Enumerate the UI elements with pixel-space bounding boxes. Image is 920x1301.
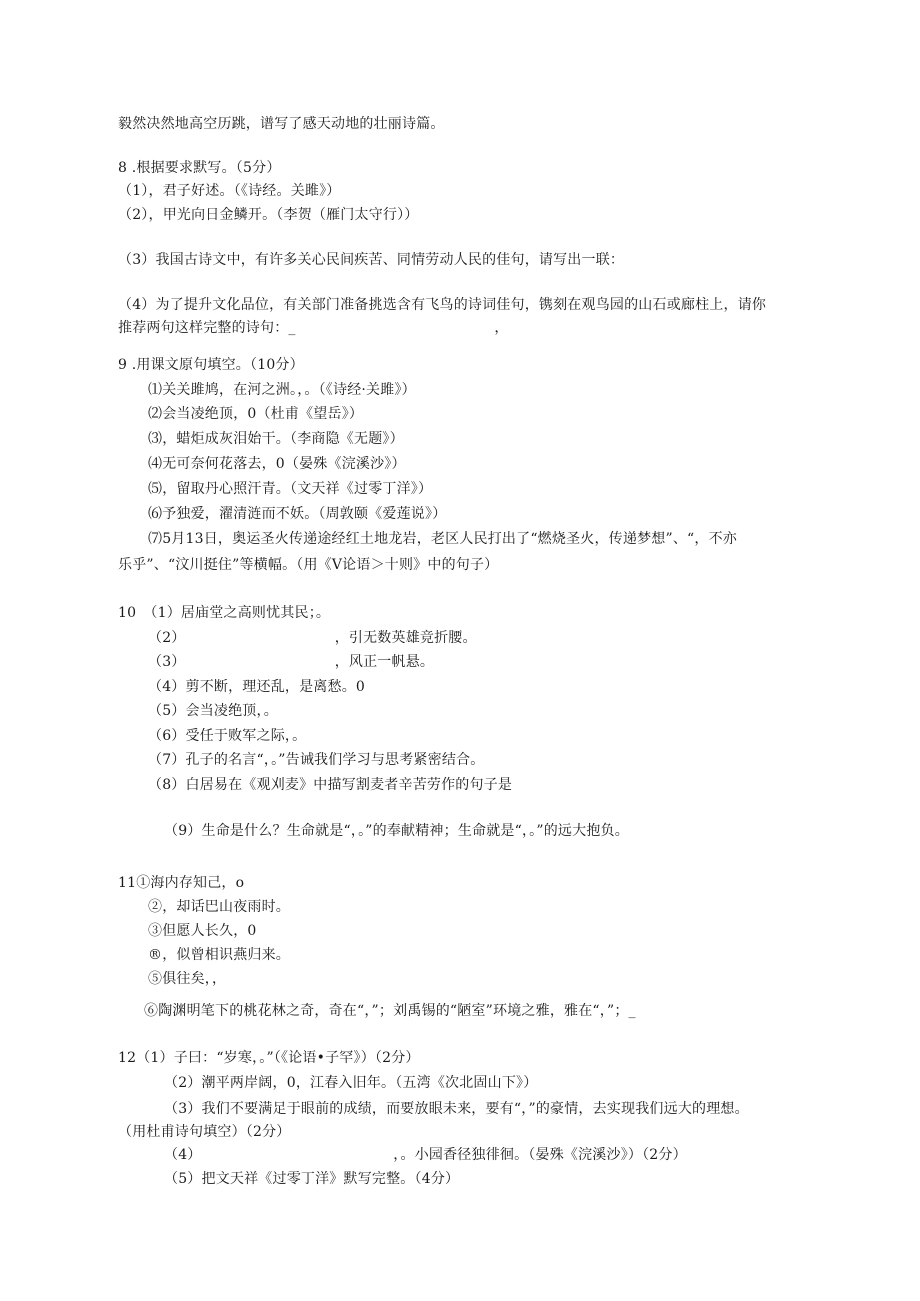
text-line: 毅然决然地高空历跳，谱写了感天动地的壮丽诗篇。 bbox=[118, 116, 445, 132]
text-line: 乐乎”、“汶川挺住”等横幅。（用《V论语＞十则》中的句子） bbox=[118, 557, 499, 573]
text-line: ®，似曾相识燕归来。 bbox=[148, 947, 290, 963]
text-line: （4）剪不断，理还乱，是离愁。0 bbox=[148, 679, 366, 695]
question-11-heading: 11①海内存知己，o bbox=[118, 875, 245, 891]
question-10-heading: 10 （1）居庙堂之高则忧其民；。 bbox=[118, 605, 331, 621]
text-line: （5）把文天祥《过零丁洋》默写完整。（4分） bbox=[164, 1171, 460, 1187]
text-line: （8）白居易在《观刈麦》中描写割麦者辛苦劳作的句子是 bbox=[148, 777, 513, 793]
text-line: （7）孔子的名言“，。”告诫我们学习与思考紧密结合。 bbox=[148, 752, 485, 768]
text-line: （4） ，。小园香径独徘徊。（晏殊《浣溪沙》）（2分） bbox=[164, 1147, 687, 1163]
text-line: ⑥陶渊明笔下的桃花林之奇，奇在“，”；刘禹锡的“陋室”环境之雅，雅在“，”；_ bbox=[144, 1003, 636, 1019]
text-line: ⑹予独爱，濯清涟而不妖。（周敦颐《爱莲说》） bbox=[148, 506, 447, 522]
question-12-heading: 12（1）子曰：“岁寒，。”（《论语•子罕》）（2分） bbox=[118, 1050, 420, 1066]
text-line: （6）受任于败军之际，。 bbox=[148, 728, 307, 744]
text-line: （4）为了提升文化品位，有关部门准备挑选含有飞鸟的诗词佳句，镌刻在观鸟园的山石或廊柱上，请你 bbox=[118, 297, 767, 313]
question-9-heading: 9 .用课文原句填空。（10分） bbox=[118, 357, 304, 373]
text-line: （1），君子好述。（《诗经。关雎》） bbox=[118, 183, 341, 199]
text-line: （3） ，风正一帆悬。 bbox=[148, 654, 435, 670]
text-line: ⑸，留取丹心照汗青。（文天祥《过零丁洋》） bbox=[148, 481, 433, 497]
text-line: ⑵会当凌绝顶，0（杜甫《望岳》） bbox=[148, 406, 364, 422]
text-line: ⑺5月13日，奥运圣火传递途经红土地龙岩，老区人民打出了“燃烧圣火，传递梦想”、“，不亦 bbox=[148, 531, 737, 547]
text-line: （5）会当凌绝顶，。 bbox=[148, 703, 278, 719]
text-line: （3）我国古诗文中，有许多关心民间疾苦、同情劳动人民的佳句，请写出一联： bbox=[118, 252, 625, 268]
text-line: （2）潮平两岸阔，0，江春入旧年。（五湾《次北固山下》） bbox=[164, 1075, 538, 1091]
text-line: ⑶，蜡炬成灰泪始干。（李商隐《无题》） bbox=[148, 431, 404, 447]
question-8-heading: 8 .根据要求默写。（5分） bbox=[118, 160, 281, 176]
text-line: （9）生命是什么？生命就是“，。”的奉献精神；生命就是“，。”的远大抱负。 bbox=[164, 823, 629, 839]
text-line: 推荐两句这样完整的诗句：_ ， bbox=[118, 320, 509, 336]
text-line: ③但愿人长久，0 bbox=[148, 923, 257, 939]
text-line: （2），甲光向日金鳞开。（李贺（雁门太守行）） bbox=[118, 207, 419, 223]
text-line: ⑷无可奈何花落去，0（晏殊《浣溪沙》） bbox=[148, 456, 406, 472]
text-line: ⑤俱往矣，， bbox=[148, 971, 227, 987]
text-line: （2） ，引无数英雄竞折腰。 bbox=[148, 630, 477, 646]
text-line: ②，却话巴山夜雨时。 bbox=[148, 899, 290, 915]
text-line: （用杜甫诗句填空）（2分） bbox=[118, 1124, 291, 1140]
text-line: （3）我们不要满足于眼前的成绩，而要放眼未来，要有“，”的豪情，去实现我们远大的理想。 bbox=[164, 1101, 749, 1117]
text-line: ⑴关关雎鸠，在河之洲。，。（《诗经·关雎》） bbox=[148, 382, 416, 398]
